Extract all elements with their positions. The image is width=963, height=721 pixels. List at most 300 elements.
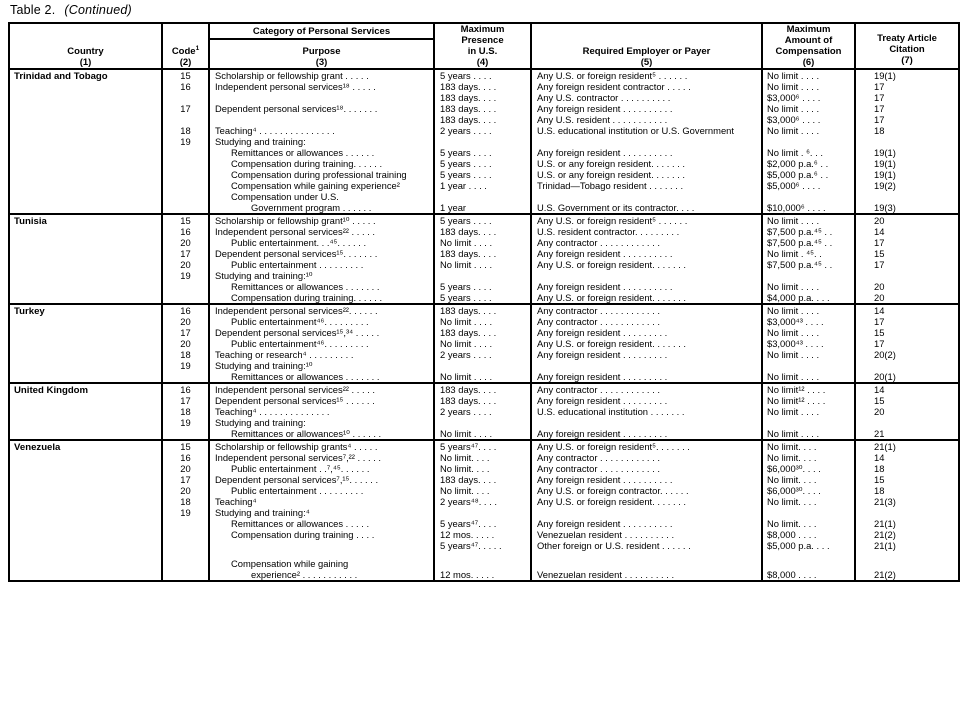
row-gap — [532, 551, 761, 558]
purpose-text: Remittances or allowances . . . . . . . — [231, 371, 380, 382]
country-name: Tunisia — [14, 216, 47, 227]
presence-value — [435, 191, 530, 202]
payer-text: U.S. educational institution . . . . . . . — [537, 406, 685, 417]
code-value: 17 — [180, 395, 191, 406]
payer-text: Any contractor . . . . . . . . . . . . — [537, 316, 660, 327]
country-section-row — [9, 383, 959, 440]
payer-text: U.S. Government or its contractor. . . . — [537, 202, 695, 213]
code-value: 17 — [180, 248, 191, 259]
purpose-text: Remittances or allowances . . . . . . . — [231, 281, 380, 292]
payer-text: Other foreign or U.S. resident . . . . . . — [537, 540, 691, 551]
amount-value: No limit . . . . — [767, 70, 820, 81]
amount-value: $10,000⁶ . . . . — [767, 202, 826, 213]
payer-text: Any foreign resident contractor . . . . . — [537, 81, 691, 92]
amount-value: No limit . . . . — [767, 125, 820, 136]
citation-value: 19(1) — [874, 147, 896, 158]
presence-value — [435, 507, 530, 518]
presence-value — [435, 136, 530, 147]
header-presence — [434, 23, 531, 69]
amount-value: $8,000 . . . . — [767, 569, 817, 580]
presence-value: 1 year — [440, 202, 467, 213]
header-row — [9, 23, 959, 69]
code-value: 16 — [180, 226, 191, 237]
header-code-label: Code$^1$ — [171, 44, 200, 57]
citation-value — [856, 136, 958, 147]
purpose-text: Independent personal services²². . . . . . — [215, 305, 378, 316]
citation-value: 15 — [874, 327, 885, 338]
code-value: 17 — [180, 474, 191, 485]
country-section-row — [9, 214, 959, 304]
header-presence-l2: Presence — [461, 35, 504, 46]
country-cell — [9, 304, 162, 383]
code-value: 17 — [180, 103, 191, 114]
code-value: 16 — [180, 452, 191, 463]
presence-value: 183 days. . . . — [440, 327, 497, 338]
purpose-text: Scholarship or fellowship grants⁴ . . . . . — [215, 441, 378, 452]
presence-value: 5 years⁴⁷. . . . — [440, 518, 497, 529]
purpose-text: Compensation while gaining experience² — [231, 180, 400, 191]
code-value — [163, 92, 208, 103]
amount-value: $3,000⁶ . . . . — [767, 92, 821, 103]
payer-cell — [531, 304, 762, 383]
citation-value — [856, 270, 958, 281]
code-value — [163, 518, 208, 529]
amount-value — [763, 417, 854, 428]
payer-text: Any U.S. or foreign resident⁵ . . . . . . — [537, 215, 688, 226]
purpose-text: Studying and training: — [215, 136, 306, 147]
header-purpose-label: Purpose — [302, 46, 341, 57]
amount-value — [763, 507, 854, 518]
code-value — [163, 169, 208, 180]
payer-text: Any contractor . . . . . . . . . . . . — [537, 305, 660, 316]
presence-value: No limit. . . . — [440, 463, 490, 474]
payer-text: Any contractor . . . . . . . . . . . . — [537, 384, 660, 395]
header-compensation — [762, 23, 855, 69]
citation-value: 17 — [874, 237, 885, 248]
treaty-table — [8, 22, 960, 582]
code-value: 18 — [180, 496, 191, 507]
code-cell — [162, 69, 209, 214]
presence-value: 2 years . . . . — [440, 349, 492, 360]
amount-value — [763, 136, 854, 147]
payer-text: Any contractor . . . . . . . . . . . . — [537, 452, 660, 463]
presence-value: 2 years . . . . — [440, 406, 492, 417]
presence-value: 5 years . . . . — [440, 147, 492, 158]
payer-text: Any U.S. or foreign resident⁵. . . . . . . — [537, 441, 690, 452]
citation-value: 18 — [874, 125, 885, 136]
header-purpose — [209, 23, 434, 69]
payer-text: Venezuelan resident . . . . . . . . . . — [537, 529, 675, 540]
presence-value: 5 years⁴⁷. . . . . — [440, 540, 502, 551]
payer-text: Any contractor . . . . . . . . . . . . — [537, 463, 660, 474]
presence-cell — [434, 214, 531, 304]
presence-value: 5 years . . . . — [440, 158, 492, 169]
citation-value — [856, 191, 958, 202]
presence-value: No limit . . . . — [440, 338, 493, 349]
header-comp-l1: Maximum — [786, 24, 831, 35]
citation-value: 21(2) — [874, 529, 896, 540]
presence-value: 2 years . . . . — [440, 125, 492, 136]
payer-text: Any foreign resident . . . . . . . . . — [537, 327, 668, 338]
amount-value — [763, 270, 854, 281]
amount-value: No limit. . . . — [767, 496, 817, 507]
amount-value: No limit¹² . . . . — [767, 395, 826, 406]
purpose-text: Remittances or allowances . . . . . — [231, 518, 370, 529]
presence-value: 2 years⁴⁸. . . . — [440, 496, 497, 507]
payer-text: Any foreign resident . . . . . . . . . — [537, 395, 668, 406]
code-value: 19 — [180, 360, 191, 371]
presence-value — [435, 417, 530, 428]
amount-value: $5,000 p.a. . . . — [767, 540, 830, 551]
header-cite-l2: Citation — [889, 44, 925, 55]
header-code-footnote: 1 — [195, 44, 200, 52]
code-value: 20 — [180, 485, 191, 496]
code-value: 20 — [180, 338, 191, 349]
presence-value: 5 years . . . . — [440, 281, 492, 292]
row-gap — [763, 551, 854, 558]
country-section-row — [9, 69, 959, 214]
amount-value — [763, 558, 854, 569]
presence-value: 183 days. . . . — [440, 92, 497, 103]
citation-value: 18 — [874, 463, 885, 474]
code-value — [163, 191, 208, 202]
payer-text: Any U.S. resident . . . . . . . . . . . — [537, 114, 668, 125]
presence-value: No limit . . . . — [440, 237, 493, 248]
header-comp-l2: Amount of — [784, 35, 833, 46]
purpose-text: Independent personal services²² . . . . . — [215, 384, 375, 395]
header-presence-num: (4) — [476, 57, 489, 68]
citation-value: 21(1) — [874, 441, 896, 452]
purpose-text: Studying and training:⁴ — [215, 507, 310, 518]
citation-value — [856, 360, 958, 371]
presence-value: 12 mos. . . . . — [440, 529, 495, 540]
purpose-text: Independent personal services⁷,²² . . . . . — [215, 452, 381, 463]
payer-text: Any foreign resident . . . . . . . . . . — [537, 103, 673, 114]
payer-text: Any U.S. or foreign resident. . . . . . . — [537, 496, 687, 507]
amount-value: No limit . . . . — [767, 371, 820, 382]
page-title — [10, 3, 132, 17]
code-value: 18 — [180, 125, 191, 136]
header-payer — [531, 23, 762, 69]
presence-value: 5 years . . . . — [440, 292, 492, 303]
purpose-text: Public entertainment . .⁷,⁴⁵. . . . . . — [231, 463, 370, 474]
amount-value: $2,000 p.a.⁶ . . — [767, 158, 829, 169]
payer-text: U.S. resident contractor. . . . . . . . . — [537, 226, 680, 237]
amount-value: No limit . . . . — [767, 103, 820, 114]
code-value — [163, 180, 208, 191]
presence-value: 5 years⁴⁷. . . . — [440, 441, 497, 452]
citation-value: 14 — [874, 305, 885, 316]
citation-cell — [855, 440, 959, 581]
code-value — [163, 292, 208, 303]
payer-cell — [531, 214, 762, 304]
payer-text — [532, 136, 761, 147]
payer-text — [532, 191, 761, 202]
amount-cell — [762, 214, 855, 304]
code-value — [163, 202, 208, 213]
citation-value: 18 — [874, 485, 885, 496]
header-comp-num: (6) — [802, 57, 815, 68]
payer-cell — [531, 69, 762, 214]
amount-value: No limit¹² . . . . — [767, 384, 826, 395]
payer-text — [532, 417, 761, 428]
amount-value: $3,000⁶ . . . . — [767, 114, 821, 125]
row-gap — [163, 551, 208, 558]
presence-value: No limit . . . . — [440, 371, 493, 382]
citation-value: 20 — [874, 281, 885, 292]
header-presence-l3: in U.S. — [467, 46, 498, 57]
purpose-text: Government program . . . . . . — [251, 202, 372, 213]
header-citation — [855, 23, 959, 69]
citation-value: 15 — [874, 248, 885, 259]
purpose-text: Independent personal services²² . . . . . — [215, 226, 375, 237]
purpose-text: Public entertainment . . . . . . . . . — [231, 259, 364, 270]
presence-value: No limit . . . . — [440, 259, 493, 270]
country-section-row — [9, 304, 959, 383]
code-value: 16 — [180, 384, 191, 395]
payer-text: Any foreign resident . . . . . . . . . . — [537, 248, 673, 259]
purpose-text: Studying and training:¹⁰ — [215, 270, 313, 281]
code-value — [163, 114, 208, 125]
presence-value: 183 days. . . . — [440, 384, 497, 395]
country-section-row — [9, 440, 959, 581]
presence-value — [435, 558, 530, 569]
citation-value: 17 — [874, 92, 885, 103]
amount-value: $7,500 p.a.⁴⁵ . . — [767, 237, 833, 248]
purpose-text: Teaching⁴ — [215, 496, 257, 507]
amount-value: $5,000⁶ . . . . — [767, 180, 821, 191]
citation-cell — [855, 214, 959, 304]
citation-value: 19(3) — [874, 202, 896, 213]
table-label: Table 2. — [10, 3, 56, 17]
code-cell — [162, 214, 209, 304]
purpose-text: Teaching⁴ . . . . . . . . . . . . . . — [215, 406, 330, 417]
payer-text: Any foreign resident . . . . . . . . . . — [537, 147, 673, 158]
payer-text: Any U.S. or foreign contractor. . . . . . — [537, 485, 689, 496]
amount-value: $6,000³⁰. . . . — [767, 463, 821, 474]
payer-text: Any foreign resident . . . . . . . . . . — [537, 518, 673, 529]
header-purpose-num: (3) — [315, 57, 328, 68]
presence-value: 183 days. . . . — [440, 395, 497, 406]
citation-value: 21(2) — [874, 569, 896, 580]
amount-value: No limit. . . . — [767, 441, 817, 452]
payer-text: Any contractor . . . . . . . . . . . . — [537, 237, 660, 248]
citation-value: 17 — [874, 259, 885, 270]
payer-text: Any foreign resident . . . . . . . . . . — [537, 281, 673, 292]
country-cell — [9, 383, 162, 440]
purpose-text: Scholarship or fellowship grant¹⁰ . . . . . — [215, 215, 376, 226]
header-category-label: Category of Personal Services — [210, 24, 433, 40]
header-country-num: (1) — [79, 57, 92, 68]
purpose-text: Studying and training: — [215, 417, 306, 428]
presence-cell — [434, 383, 531, 440]
payer-text: Trinidad—Tobago resident . . . . . . . — [537, 180, 684, 191]
amount-value: No limit . ⁴⁵. . — [767, 248, 822, 259]
country-cell — [9, 214, 162, 304]
purpose-cell — [209, 383, 434, 440]
code-value — [163, 428, 208, 439]
amount-value: No limit . . . . — [767, 215, 820, 226]
purpose-text: Compensation under U.S. — [231, 191, 339, 202]
code-value: 15 — [180, 441, 191, 452]
presence-value — [435, 270, 530, 281]
citation-value — [856, 417, 958, 428]
citation-value — [856, 507, 958, 518]
payer-text: Any U.S. or foreign resident. . . . . . . — [537, 259, 687, 270]
citation-value: 21(3) — [874, 496, 896, 507]
amount-value: $5,000 p.a.⁶ . . — [767, 169, 829, 180]
citation-value: 14 — [874, 226, 885, 237]
amount-value: No limit . ⁶. . . — [767, 147, 823, 158]
purpose-text: Compensation during training . . . . — [231, 529, 375, 540]
payer-text: Any U.S. or foreign resident. . . . . . . — [537, 292, 687, 303]
purpose-cell — [209, 440, 434, 581]
code-value — [163, 529, 208, 540]
citation-value: 20 — [874, 292, 885, 303]
purpose-text: Teaching or research⁴ . . . . . . . . . — [215, 349, 354, 360]
purpose-text: Studying and training:¹⁰ — [215, 360, 313, 371]
code-value: 16 — [180, 81, 191, 92]
purpose-text: Dependent personal services¹⁵ . . . . . . — [215, 395, 375, 406]
presence-value: No limit . . . . — [440, 316, 493, 327]
purpose-cell — [209, 214, 434, 304]
citation-cell — [855, 383, 959, 440]
country-name: Venezuela — [14, 442, 61, 453]
amount-value: No limit . . . . — [767, 81, 820, 92]
purpose-text: Public entertainment. . .⁴⁵. . . . . . — [231, 237, 367, 248]
purpose-text: Dependent personal services⁷,¹⁵. . . . . . — [215, 474, 379, 485]
citation-value: 15 — [874, 474, 885, 485]
header-payer-num: (5) — [640, 57, 653, 68]
amount-value: No limit . . . . — [767, 281, 820, 292]
purpose-text — [210, 92, 433, 103]
citation-value: 17 — [874, 81, 885, 92]
code-cell — [162, 383, 209, 440]
presence-value — [435, 360, 530, 371]
presence-value: 183 days. . . . — [440, 474, 497, 485]
payer-text: Any U.S. or foreign resident. . . . . . . — [537, 338, 687, 349]
code-cell — [162, 304, 209, 383]
citation-value: 14 — [874, 384, 885, 395]
amount-cell — [762, 69, 855, 214]
purpose-text: Remittances or allowances¹⁰ . . . . . . — [231, 428, 382, 439]
presence-value: 5 years . . . . — [440, 70, 492, 81]
amount-value — [763, 360, 854, 371]
code-value — [163, 558, 208, 569]
amount-value: $6,000³⁰. . . . — [767, 485, 821, 496]
presence-value: No limit. . . . — [440, 452, 490, 463]
code-value: 20 — [180, 316, 191, 327]
header-country — [9, 23, 162, 69]
country-name: Trinidad and Tobago — [14, 71, 108, 82]
purpose-text: Dependent personal services¹⁵,³⁴ . . . . . — [215, 327, 380, 338]
code-value: 18 — [180, 406, 191, 417]
amount-value: $4,000 p.a. . . . — [767, 292, 830, 303]
purpose-text: Compensation while gaining — [231, 558, 349, 569]
header-code-num: (2) — [179, 57, 192, 68]
purpose-text: Public entertainment⁴⁶. . . . . . . . . — [231, 338, 369, 349]
code-cell — [162, 440, 209, 581]
payer-text — [532, 270, 761, 281]
code-value: 20 — [180, 259, 191, 270]
presence-value: 183 days. . . . — [440, 103, 497, 114]
purpose-text: Teaching⁴ . . . . . . . . . . . . . . . — [215, 125, 335, 136]
header-country-label: Country — [67, 46, 104, 57]
citation-value: 21(1) — [874, 518, 896, 529]
amount-value: $3,000⁴³ . . . . — [767, 316, 824, 327]
purpose-text: Public entertainment⁴⁶. . . . . . . . . — [231, 316, 369, 327]
purpose-text: Public entertainment . . . . . . . . . — [231, 485, 364, 496]
payer-text — [532, 507, 761, 518]
code-value — [163, 147, 208, 158]
presence-value: 183 days. . . . — [440, 305, 497, 316]
row-gap — [856, 551, 958, 558]
purpose-text: Independent personal services¹⁸ . . . . . — [215, 81, 376, 92]
amount-value — [763, 191, 854, 202]
purpose-text: Dependent personal services¹⁵. . . . . . . — [215, 248, 378, 259]
presence-value: 5 years . . . . — [440, 215, 492, 226]
amount-value: No limit . . . . — [767, 327, 820, 338]
payer-text — [532, 360, 761, 371]
citation-value — [856, 558, 958, 569]
header-comp-l3: Compensation — [775, 46, 842, 57]
amount-cell — [762, 440, 855, 581]
presence-value: 5 years . . . . — [440, 169, 492, 180]
payer-cell — [531, 383, 762, 440]
citation-value: 20(1) — [874, 371, 896, 382]
payer-text: U.S. or any foreign resident. . . . . . . — [537, 169, 685, 180]
payer-text: Any foreign resident . . . . . . . . . — [537, 428, 668, 439]
presence-value: 183 days. . . . — [440, 114, 497, 125]
amount-cell — [762, 383, 855, 440]
citation-value: 19(1) — [874, 158, 896, 169]
citation-value: 21(1) — [874, 540, 896, 551]
payer-text: Any foreign resident . . . . . . . . . — [537, 371, 668, 382]
header-presence-l1: Maximum — [460, 24, 505, 35]
code-value: 16 — [180, 305, 191, 316]
header-cite-num: (7) — [901, 55, 913, 66]
presence-value: 183 days. . . . — [440, 248, 497, 259]
country-name: United Kingdom — [14, 385, 89, 396]
presence-value: 183 days. . . . — [440, 81, 497, 92]
amount-value: $3,000⁴³ . . . . — [767, 338, 824, 349]
payer-text: Any foreign resident . . . . . . . . . — [537, 349, 668, 360]
amount-value: No limit. . . . — [767, 474, 817, 485]
header-code — [162, 23, 209, 69]
purpose-text: Scholarship or fellowship grant . . . . . — [215, 70, 369, 81]
amount-value: No limit . . . . — [767, 406, 820, 417]
header-payer-label: Required Employer or Payer — [582, 46, 711, 57]
code-value: 19 — [180, 417, 191, 428]
purpose-text: Compensation during professional training — [231, 169, 407, 180]
country-name: Turkey — [14, 306, 45, 317]
amount-cell — [762, 304, 855, 383]
amount-value: $7,500 p.a.⁴⁵ . . — [767, 226, 833, 237]
payer-text: U.S. educational institution or U.S. Government — [537, 125, 734, 136]
code-value: 20 — [180, 463, 191, 474]
code-value — [163, 371, 208, 382]
purpose-text: Remittances or allowances . . . . . . — [231, 147, 375, 158]
citation-value: 15 — [874, 395, 885, 406]
code-value — [163, 569, 208, 580]
citation-value: 17 — [874, 114, 885, 125]
citation-value: 17 — [874, 338, 885, 349]
purpose-text — [210, 540, 433, 551]
table-continued-label: (Continued) — [64, 3, 132, 17]
presence-value: 1 year . . . . — [440, 180, 487, 191]
payer-cell — [531, 440, 762, 581]
payer-text: Any U.S. or foreign resident⁵ . . . . . . — [537, 70, 688, 81]
